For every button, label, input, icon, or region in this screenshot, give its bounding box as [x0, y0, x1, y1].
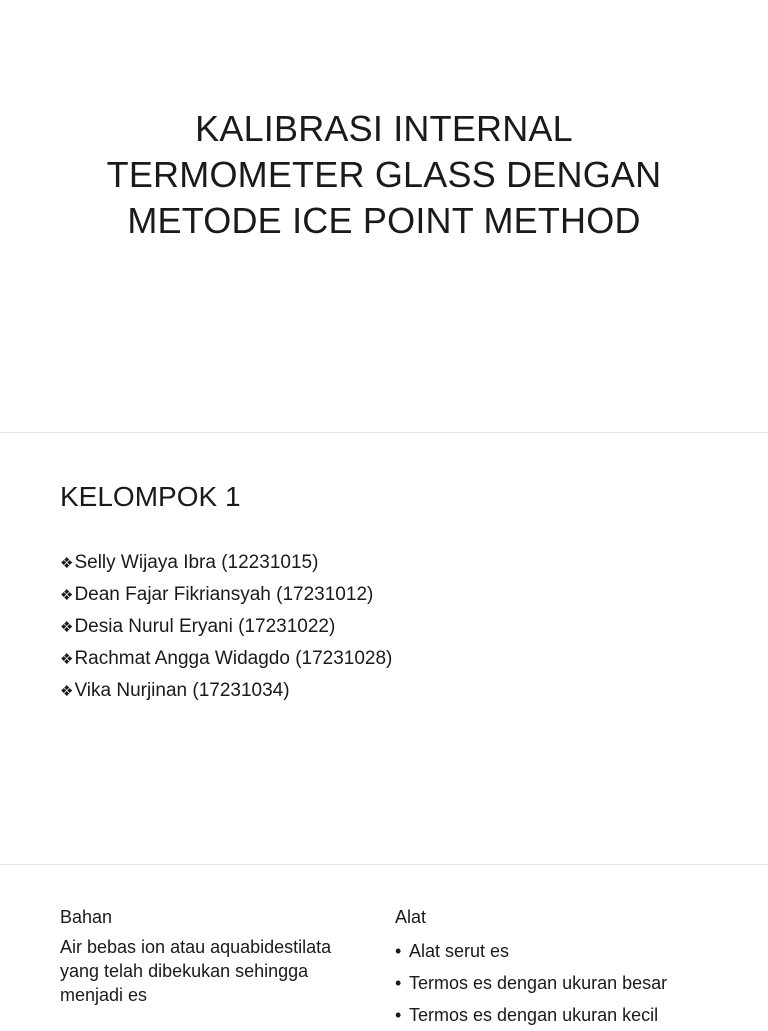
alat-item: [395, 967, 735, 999]
bahan-heading: Bahan: [60, 907, 113, 927]
alat-item: [395, 935, 735, 967]
member-item: [60, 643, 392, 675]
member-name: Dean Fajar Fikriansyah (17231012): [74, 584, 374, 605]
bullet-icon: •: [395, 973, 402, 993]
slide-title: [60, 106, 708, 244]
title-slide: [0, 0, 768, 432]
alat-list: [395, 935, 735, 1031]
member-item: [60, 611, 392, 643]
alat-column: [395, 903, 735, 1031]
bahan-column: [60, 903, 370, 1007]
materials-slide: [0, 864, 768, 1025]
title-line-1: KALIBRASI INTERNAL: [195, 108, 573, 150]
diamond-bullet-icon: ❖: [60, 682, 74, 700]
alat-heading: Alat: [395, 907, 427, 927]
group-title: KELOMPOK 1: [60, 481, 241, 512]
member-item: [60, 675, 392, 707]
diamond-bullet-icon: ❖: [60, 650, 74, 668]
member-name: Rachmat Angga Widagdo (17231028): [74, 648, 393, 669]
member-name: Selly Wijaya Ibra (12231015): [74, 552, 319, 573]
bahan-text: Air bebas ion atau aquabidestilata yang telah dibekukan sehingga menjadi es: [60, 937, 332, 1005]
diamond-bullet-icon: ❖: [60, 586, 74, 604]
bullet-icon: •: [395, 1005, 402, 1025]
diamond-bullet-icon: ❖: [60, 554, 74, 572]
alat-item-label: Termos es dengan ukuran besar: [409, 973, 668, 993]
member-item: [60, 579, 392, 611]
member-item: [60, 547, 392, 579]
alat-item: [395, 999, 735, 1031]
member-list: [60, 547, 392, 707]
title-line-2: TERMOMETER GLASS DENGAN: [106, 154, 662, 196]
alat-item-label: Termos es dengan ukuran kecil: [409, 1005, 659, 1025]
member-name: Desia Nurul Eryani (17231022): [74, 616, 336, 637]
bullet-icon: •: [395, 941, 402, 961]
title-line-3: METODE ICE POINT METHOD: [127, 200, 641, 242]
member-name: Vika Nurjinan (17231034): [74, 680, 290, 701]
alat-item-label: Alat serut es: [409, 941, 510, 961]
group-slide: [0, 432, 768, 865]
diamond-bullet-icon: ❖: [60, 618, 74, 636]
